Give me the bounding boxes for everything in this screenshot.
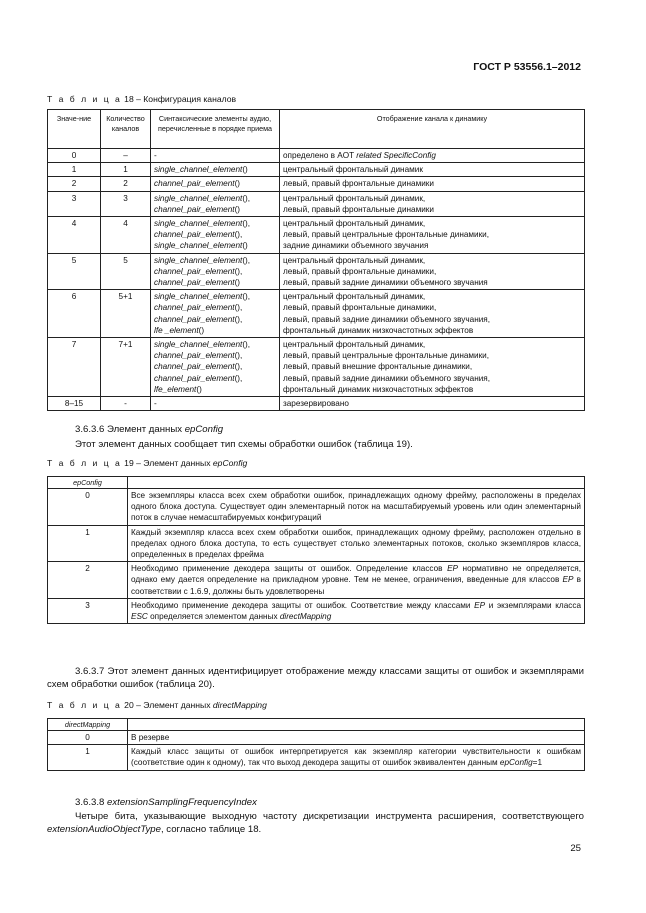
table-18-header-row [48, 110, 585, 149]
cell-count: 1 [101, 163, 151, 177]
cell-value: 8–15 [48, 397, 101, 411]
cell-mapping: центральный фронтальный динамик, левый, правый фронтальные динамики, левый, правый задние динамики объемного звучания, фронтальный динамик низкочастотных эффектов [280, 290, 585, 338]
cell-value: 1 [48, 525, 128, 562]
table-18-caption: Т а б л и ц а 18 – Конфигурация каналов [47, 94, 237, 104]
table-18-row [48, 191, 585, 216]
cell-value: 5 [48, 253, 101, 290]
table-18-row [48, 397, 585, 411]
cell-value: 0 [48, 489, 128, 526]
cell-mapping: определено в AOT related SpecificConfig [280, 149, 585, 163]
cell-value: 2 [48, 562, 128, 599]
table-19-row [48, 525, 585, 562]
section-3638-heading: 3.6.3.8 extensionSamplingFrequencyIndex [75, 797, 257, 808]
table-19-header-description [128, 477, 585, 489]
cell-count: – [101, 149, 151, 163]
cell-syntax: - [151, 149, 280, 163]
cell-count: 5 [101, 253, 151, 290]
table-20 [47, 718, 585, 771]
cell-mapping: центральный фронтальный динамик, левый, правый фронтальные динамики, левый, правый задние динамики объемного звучания [280, 253, 585, 290]
table-18-header-count: Количество каналов [101, 110, 151, 149]
cell-syntax: single_channel_element() [151, 163, 280, 177]
cell-syntax: single_channel_element(), channel_pair_element(), single_channel_element() [151, 217, 280, 254]
cell-count: 4 [101, 217, 151, 254]
cell-description: Необходимо применение декодера защиты от ошибок. Соответствие между классами EP и экземплярами класса ESC определяется элементом данных directMapping [128, 598, 585, 623]
cell-mapping: левый, правый фронтальные динамики [280, 177, 585, 191]
cell-description: Все экземпляры класса всех схем обработки ошибок, принадлежащих одному фрейму, расположены в пределах одного блока доступа. Существует один элементарный поток на масштабируемый уровень или один элементарный поток в случае немасштабируемых конфигураций [128, 489, 585, 526]
table-19-row [48, 562, 585, 599]
cell-syntax: - [151, 397, 280, 411]
cell-description: Необходимо применение декодера защиты от ошибок. Определение классов EP нормативно не определяется, однако ему дается определение на прикладном уровне. Тем не менее, ограничения, введенные для классов EP в соответствии с 1.6.9, должны быть удовлетворены [128, 562, 585, 599]
table-18-row [48, 163, 585, 177]
section-3638-text: Четыре бита, указывающие выходную частоту дискретизации инструмента расширения, соответствующего extensionAudioObjectType, согласно таблице 18. [47, 811, 584, 835]
section-3637-text: 3.6.3.7 Этот элемент данных идентифицирует отображение между классами защиты от ошибок и экземплярами схем обработки ошибок (таблица 20). [47, 666, 584, 690]
cell-value: 4 [48, 217, 101, 254]
cell-description: Каждый экземпляр класса всех схем обработки ошибок, принадлежащих одному фрейму, расположен отдельно в пределах одного блока доступа, то есть существует столько элементарных потоков, сколько экземпляров класса, определенных в пределах фрейма [128, 525, 585, 562]
cell-value: 0 [48, 149, 101, 163]
standard-header: ГОСТ Р 53556.1–2012 [473, 61, 581, 73]
table-19-row [48, 598, 585, 623]
table-20-row [48, 745, 585, 770]
page-number: 25 [570, 843, 581, 854]
cell-description: Каждый класс защиты от ошибок интерпретируется как экземпляр категории чувствительности к ошибкам (соответствие один к одному), так что выход декодера защиты от ошибок эквивалентен данным epConfig=1 [128, 745, 585, 770]
cell-value: 3 [48, 598, 128, 623]
cell-count: 7+1 [101, 338, 151, 397]
cell-syntax: single_channel_element(), channel_pair_element() [151, 191, 280, 216]
table-19-row [48, 489, 585, 526]
table-18-row [48, 290, 585, 338]
table-18-header-syntax: Синтаксические элементы аудио, перечисленные в порядке приема [151, 110, 280, 149]
cell-description: В резерве [128, 731, 585, 745]
cell-value: 3 [48, 191, 101, 216]
table-18 [47, 109, 585, 411]
table-19 [47, 476, 585, 624]
cell-syntax: single_channel_element(), channel_pair_element(), channel_pair_element(), channel_pair_element(), lfe_element() [151, 338, 280, 397]
cell-count: 5+1 [101, 290, 151, 338]
table-20-header-row [48, 719, 585, 731]
table-18-row [48, 217, 585, 254]
cell-mapping: центральный фронтальный динамик, левый, правый центральные фронтальные динамики, задние динамики объемного звучания [280, 217, 585, 254]
table-20-row [48, 731, 585, 745]
cell-value: 6 [48, 290, 101, 338]
section-3636-heading: 3.6.3.6 Элемент данных epConfig [75, 424, 224, 435]
table-19-header-epconfig: epConfig [48, 477, 128, 489]
table-19-header-row [48, 477, 585, 489]
cell-value: 7 [48, 338, 101, 397]
table-20-header-description [128, 719, 585, 731]
table-18-row [48, 338, 585, 397]
table-20-header-directmapping: directMapping [48, 719, 128, 731]
table-18-header-value: Значе-ние [48, 110, 101, 149]
section-3636-text: Этот элемент данных сообщает тип схемы обработки ошибок (таблица 19). [75, 439, 413, 450]
table-18-header-mapping: Отображение канала к динамику [280, 110, 585, 149]
cell-syntax: single_channel_element(), channel_pair_element(), channel_pair_element(), lfe _element() [151, 290, 280, 338]
cell-syntax: single_channel_element(), channel_pair_element(), channel_pair_element() [151, 253, 280, 290]
cell-value: 0 [48, 731, 128, 745]
cell-mapping: центральный фронтальный динамик, левый, правый центральные фронтальные динамики, левый, правый внешние фронтальные динамики, левый, правый задние динамики объемного звучания, фронтальный динамик низкочастотных эффектов [280, 338, 585, 397]
cell-count: 2 [101, 177, 151, 191]
table-20-caption: Т а б л и ц а 20 – Элемент данных directMapping [47, 700, 267, 710]
table-18-row [48, 177, 585, 191]
cell-mapping: зарезервировано [280, 397, 585, 411]
cell-count: 3 [101, 191, 151, 216]
cell-mapping: центральный фронтальный динамик [280, 163, 585, 177]
table-19-caption: Т а б л и ц а 19 – Элемент данных epConfig [47, 458, 248, 468]
table-18-row [48, 149, 585, 163]
cell-count: - [101, 397, 151, 411]
cell-value: 1 [48, 163, 101, 177]
table-18-row [48, 253, 585, 290]
cell-syntax: channel_pair_element() [151, 177, 280, 191]
cell-value: 1 [48, 745, 128, 770]
cell-value: 2 [48, 177, 101, 191]
cell-mapping: центральный фронтальный динамик, левый, правый фронтальные динамики [280, 191, 585, 216]
